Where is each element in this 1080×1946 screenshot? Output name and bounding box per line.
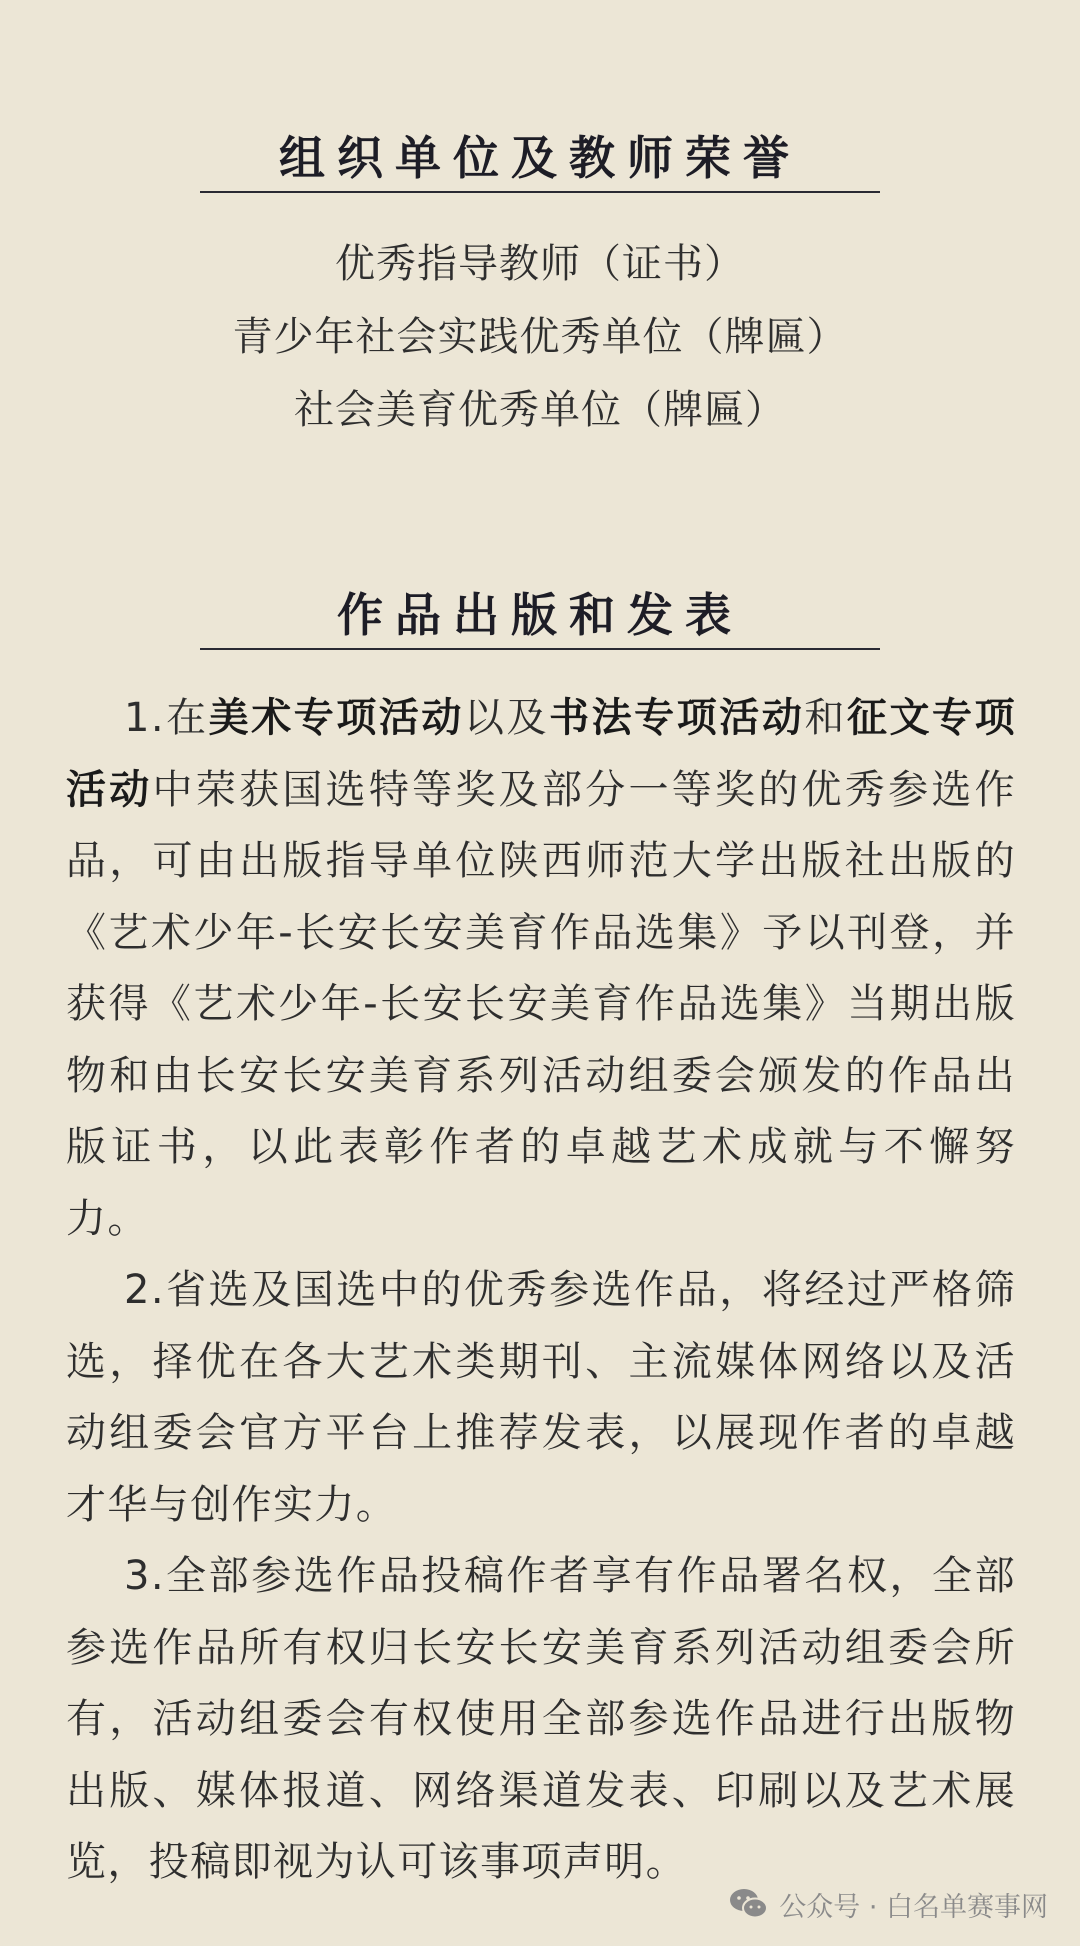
list-item: 社会美育优秀单位（牌匾） — [294, 387, 786, 433]
paragraph-text: 和 — [804, 695, 847, 741]
list-item: 青少年社会实践优秀单位（牌匾） — [232, 314, 848, 360]
section-title-honors: 组织单位及教师荣誉 — [279, 131, 801, 185]
section-divider — [200, 191, 880, 193]
watermark — [729, 1880, 1048, 1928]
publication-body — [66, 683, 1016, 1899]
honors-list — [200, 228, 880, 447]
paragraph-text: 以及 — [463, 695, 550, 741]
paragraph-3: 3.全部参选作品投稿作者享有作品署名权，全部参选作品所有权归长安长安美育系列活动组委会所有，活动组委会有权使用全部参选作品进行出版物出版、媒体报道、网络渠道发表、印刷以及艺术展览，投稿即视为认可该事项声明。 — [66, 1553, 1016, 1885]
highlight-calligraphy-activity: 书法专项活动 — [549, 695, 805, 741]
watermark-text: 公众号 · 白名单赛事网 — [779, 1891, 1048, 1923]
wechat-icon — [729, 1887, 769, 1921]
section-divider — [200, 648, 880, 650]
paragraph-text: 1.在 — [124, 695, 209, 741]
list-item: 优秀指导教师（证书） — [335, 241, 745, 287]
highlight-art-activity: 美术专项活动 — [208, 695, 464, 741]
section-title-publication: 作品出版和发表 — [337, 588, 743, 642]
paragraph-text: 中荣获国选特等奖及部分一等奖的优秀参选作品，可由出版指导单位陕西师范大学出版社出版的《艺术少年-长安长安美育作品选集》予以刊登，并获得《艺术少年-长安长安美育作品选集》当期出版物和由长安长安美育系列活动组委会颁发的作品出版证书，以此表彰作者的卓越艺术成就与不懈努力。 — [66, 766, 1017, 1242]
highlight-essay-activity: 征文专项活动 — [66, 695, 1016, 813]
paragraph-2: 2.省选及国选中的优秀参选作品，将经过严格筛选，择优在各大艺术类期刊、主流媒体网络以及活动组委会官方平台上推荐发表，以展现作者的卓越才华与创作实力。 — [66, 1267, 1016, 1528]
paragraph-1 — [66, 683, 1016, 1255]
